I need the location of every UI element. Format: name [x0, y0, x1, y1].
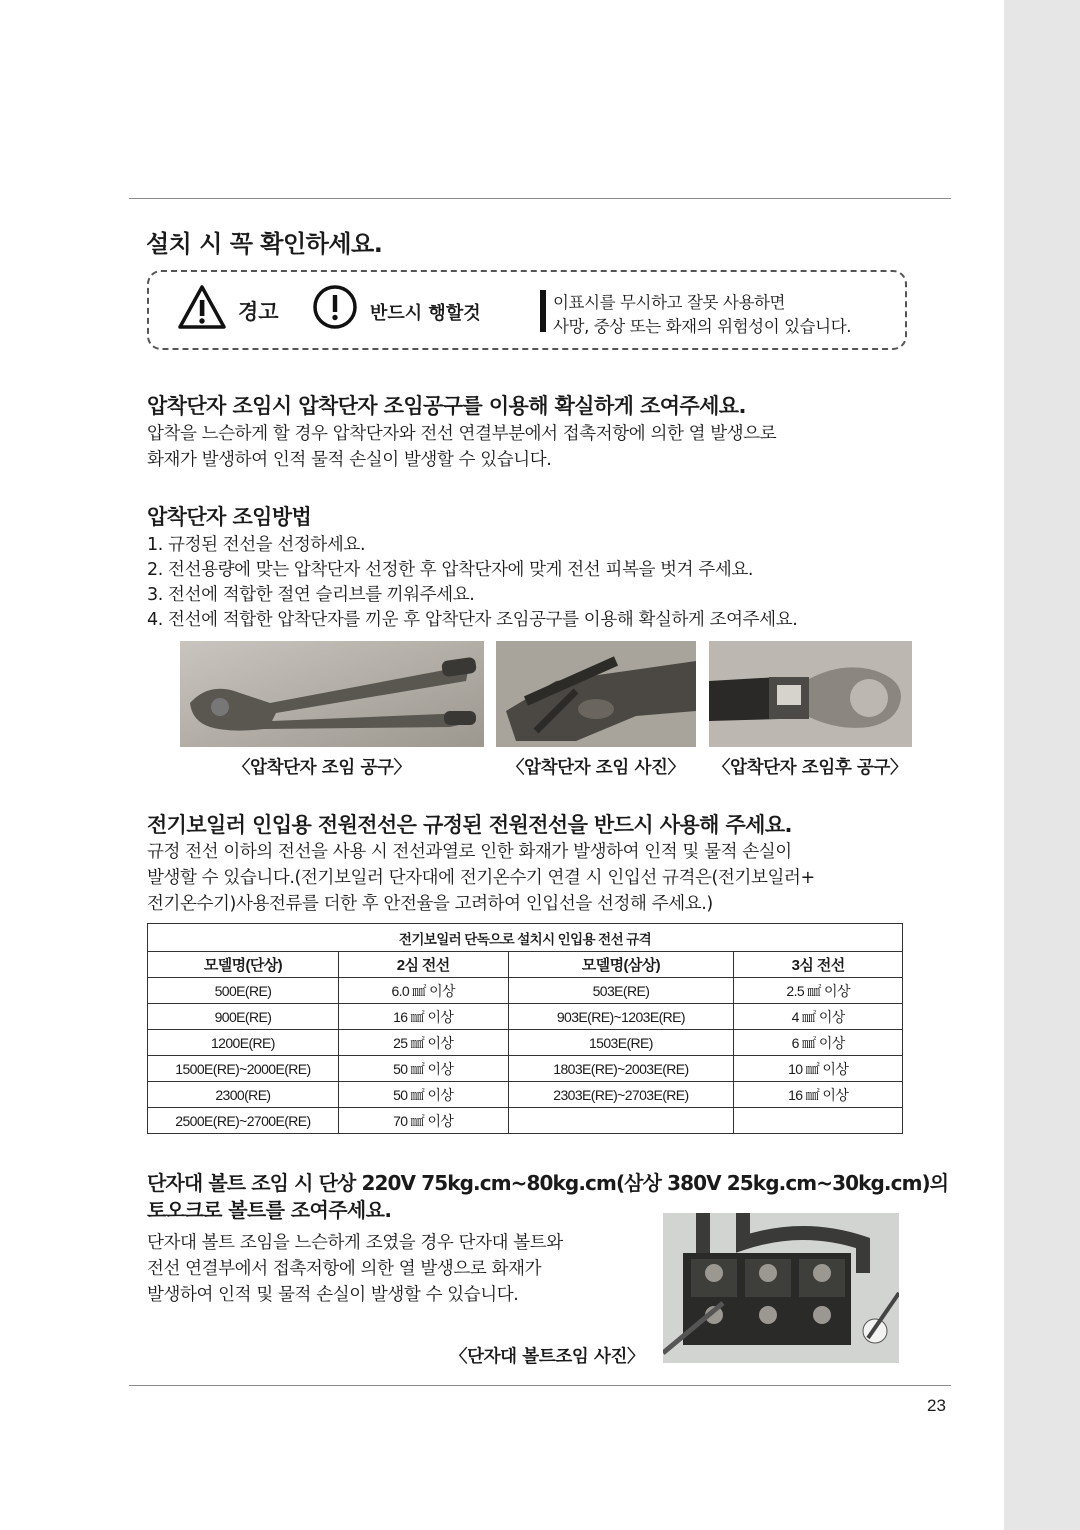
- bottom-rule: [129, 1385, 951, 1386]
- top-rule: [129, 198, 951, 199]
- section4-title-line2: 토오크로 볼트를 조여주세요.: [147, 1198, 392, 1222]
- table-cell: 1803E(RE)~2003E(RE): [508, 1056, 734, 1082]
- table-cell: 503E(RE): [508, 978, 734, 1004]
- table-cell: 1200E(RE): [148, 1030, 339, 1056]
- page-edge-strip: [1004, 0, 1080, 1530]
- table-cell: 50 ㎟ 이상: [338, 1082, 508, 1108]
- table-cell: [734, 1108, 903, 1134]
- table-cell: 1503E(RE): [508, 1030, 734, 1056]
- section4-title-line1: 단자대 볼트 조임 시 단상 220V 75kg.cm~80kg.cm(삼상 380V 25kg.cm~30kg.cm)의: [147, 1171, 949, 1195]
- caption-terminal-block: 〈단자대 볼트조임 사진〉: [450, 1347, 645, 1367]
- section4-text-line1: 단자대 볼트 조임을 느슨하게 조였을 경우 단자대 볼트와: [147, 1233, 563, 1253]
- table-cell: 16 ㎟ 이상: [734, 1082, 903, 1108]
- crimp-tool-photo: [180, 641, 484, 747]
- warning-triangle-icon: [177, 284, 227, 330]
- table-cell: 70 ㎟ 이상: [338, 1108, 508, 1134]
- mandatory-exclamation-icon: [312, 284, 358, 330]
- table-row: [148, 1004, 903, 1030]
- caption-crimp-tool: 〈압착단자 조임 공구〉: [233, 758, 411, 778]
- table-header: 모델명(삼상): [508, 952, 734, 978]
- table-cell: 903E(RE)~1203E(RE): [508, 1004, 734, 1030]
- section4-text-line3: 발생하여 인적 및 물적 손실이 발생할 수 있습니다.: [147, 1285, 519, 1305]
- table-cell: 6 ㎟ 이상: [734, 1030, 903, 1056]
- page-title: 설치 시 꼭 확인하세요.: [146, 230, 383, 258]
- table-cell: 10 ㎟ 이상: [734, 1056, 903, 1082]
- wire-spec-table: [147, 923, 903, 1134]
- table-row: [148, 978, 903, 1004]
- table-cell: 50 ㎟ 이상: [338, 1056, 508, 1082]
- list-item: 1. 규정된 전선을 선정하세요.: [147, 535, 366, 555]
- section3-title: 전기보일러 인입용 전원전선은 규정된 전원전선을 반드시 사용해 주세요.: [147, 813, 792, 837]
- section4-text-line2: 전선 연결부에서 접촉저항에 의한 열 발생으로 화재가: [147, 1259, 542, 1279]
- table-cell: 900E(RE): [148, 1004, 339, 1030]
- table-row: [148, 1108, 903, 1134]
- table-cell: 25 ㎟ 이상: [338, 1030, 508, 1056]
- warning-note-line2: 사망, 중상 또는 화재의 위험성이 있습니다.: [553, 317, 852, 336]
- section1-text-line1: 압착을 느슨하게 할 경우 압착단자와 전선 연결부분에서 접촉저항에 의한 열 발생으로: [147, 424, 777, 444]
- crimp-photo: [496, 641, 696, 747]
- note-bar: [540, 290, 546, 332]
- table-cell: 1500E(RE)~2000E(RE): [148, 1056, 339, 1082]
- crimped-terminal-photo: [709, 641, 912, 747]
- caption-crimp-photo: 〈압착단자 조임 사진〉: [507, 758, 685, 778]
- table-row: [148, 1030, 903, 1056]
- table-row: [148, 1082, 903, 1108]
- table-cell: 500E(RE): [148, 978, 339, 1004]
- caption-crimped-terminal: 〈압착단자 조임후 공구〉: [713, 758, 908, 778]
- table-header-row: [148, 952, 903, 978]
- crimp-steps-list: [147, 533, 797, 633]
- warning-label: 경고: [238, 300, 279, 324]
- section3-text-line1: 규정 전선 이하의 전선을 사용 시 전선과열로 인한 화재가 발생하여 인적 및 물적 손실이: [147, 842, 792, 862]
- page-number: 23: [927, 1396, 946, 1415]
- terminal-block-photo: [663, 1213, 899, 1363]
- table-cell: 4 ㎟ 이상: [734, 1004, 903, 1030]
- table-cell: [508, 1108, 734, 1134]
- table-cell: 2300(RE): [148, 1082, 339, 1108]
- list-item: 3. 전선에 적합한 절연 슬리브를 끼워주세요.: [147, 585, 475, 605]
- section1-text-line2: 화재가 발생하여 인적 물적 손실이 발생할 수 있습니다.: [147, 450, 552, 470]
- list-item: 4. 전선에 적합한 압착단자를 끼운 후 압착단자 조임공구를 이용해 확실하게 조여주세요.: [147, 610, 798, 630]
- warning-note-line1: 이표시를 무시하고 잘못 사용하면: [553, 293, 786, 312]
- table-header: 모델명(단상): [148, 952, 339, 978]
- table-row: [148, 1056, 903, 1082]
- table-cell: 2303E(RE)~2703E(RE): [508, 1082, 734, 1108]
- table-cell: 16 ㎟ 이상: [338, 1004, 508, 1030]
- list-item: 2. 전선용량에 맞는 압착단자 선정한 후 압착단자에 맞게 전선 피복을 벗겨 주세요.: [147, 560, 754, 580]
- table-caption: 전기보일러 단독으로 설치시 인입용 전선 규격: [148, 924, 903, 952]
- table-header: 3심 전선: [734, 952, 903, 978]
- table-cell: 2.5 ㎟ 이상: [734, 978, 903, 1004]
- table-cell: 2500E(RE)~2700E(RE): [148, 1108, 339, 1134]
- table-cell: 6.0 ㎟ 이상: [338, 978, 508, 1004]
- section2-title: 압착단자 조임방법: [147, 505, 312, 529]
- section3-text-line3: 전기온수기)사용전류를 더한 후 안전율을 고려하여 인입선을 선정해 주세요.): [147, 894, 713, 914]
- table-header: 2심 전선: [338, 952, 508, 978]
- section1-title: 압착단자 조임시 압착단자 조임공구를 이용해 확실하게 조여주세요.: [147, 394, 746, 418]
- section3-text-line2: 발생할 수 있습니다.(전기보일러 단자대에 전기온수기 연결 시 인입선 규격은(전기보일러+: [147, 868, 815, 888]
- mandatory-label: 반드시 행할것: [370, 303, 481, 324]
